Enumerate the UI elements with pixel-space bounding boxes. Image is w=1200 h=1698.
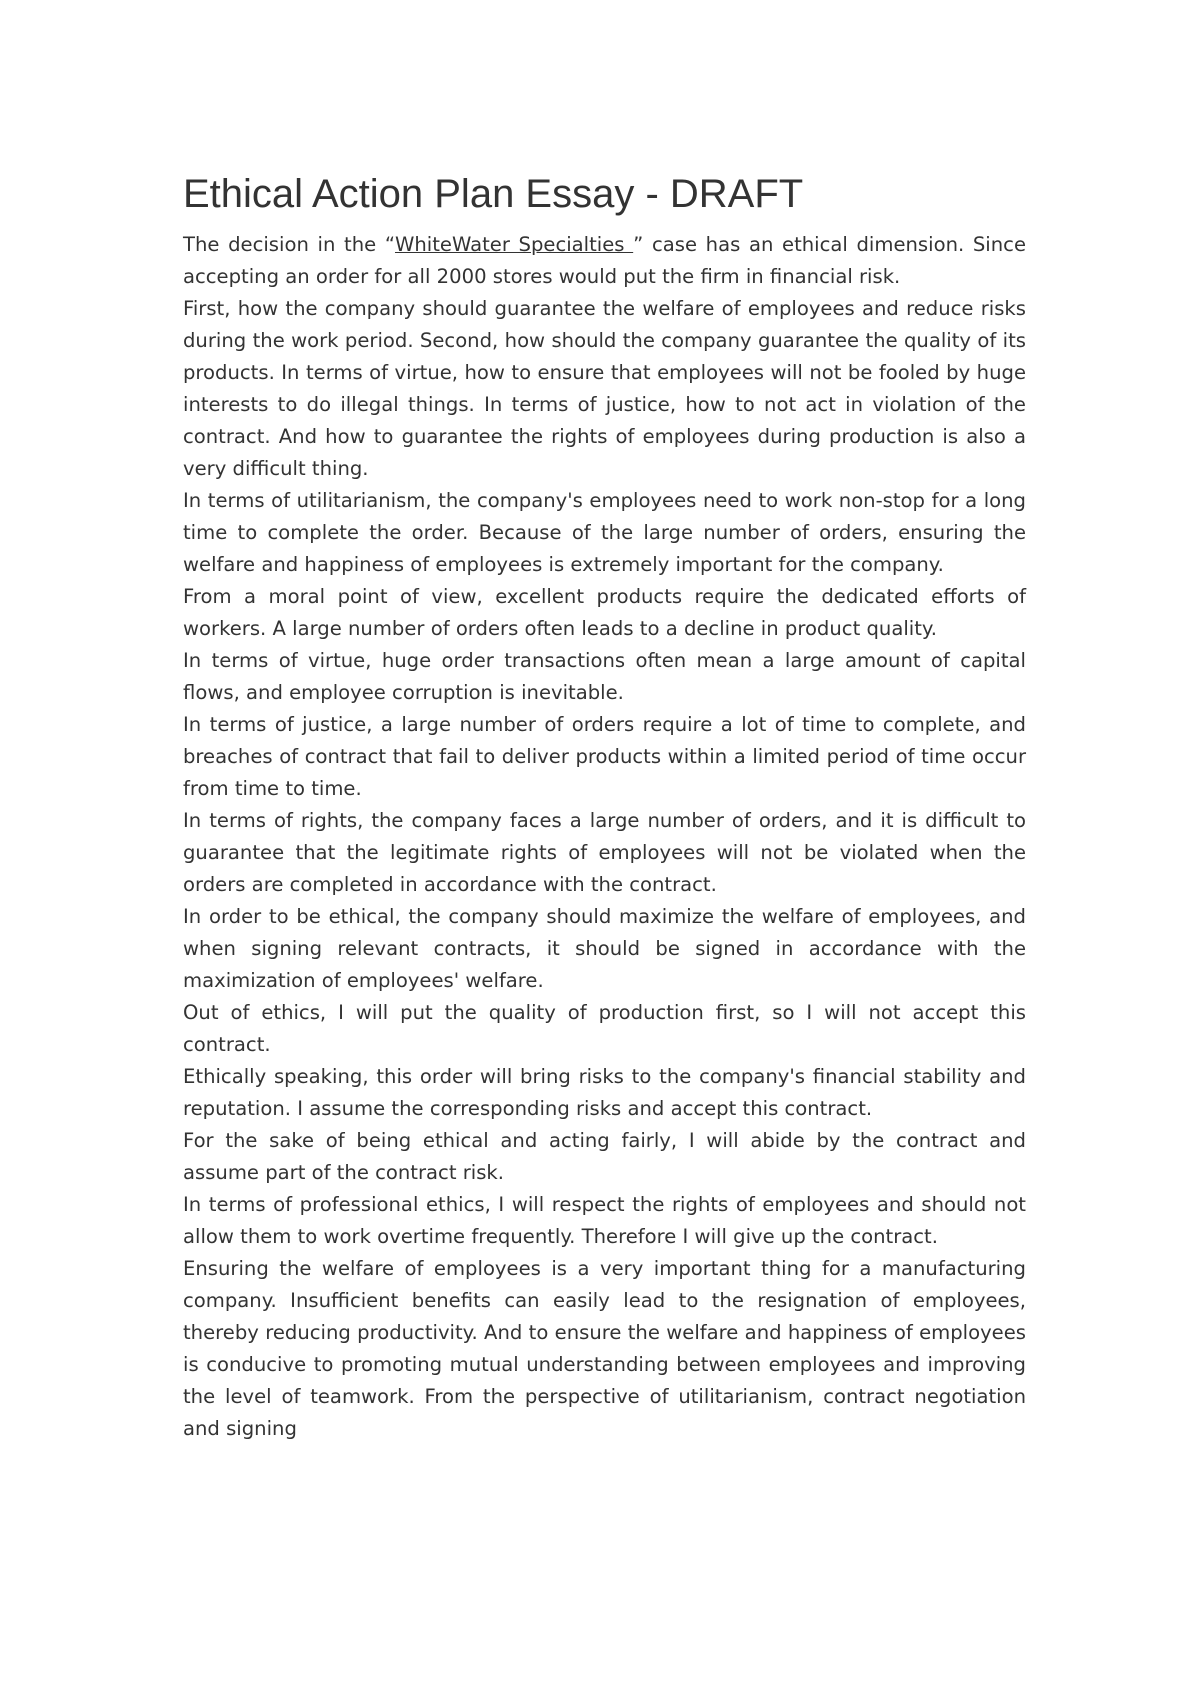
body-paragraph: Ethically speaking, this order will bring risks to the company's financial stability and reputation. I assume the corresponding risks and accept this contract.	[183, 1065, 1026, 1120]
intro-text-before-link: The decision in the “	[183, 233, 395, 256]
body-paragraph: For the sake of being ethical and acting fairly, I will abide by the contract and assume part of the contract risk.	[183, 1129, 1026, 1184]
body-paragraph: In terms of virtue, huge order transactions often mean a large amount of capital flows, and employee corruption is inevitable.	[183, 649, 1026, 704]
intro-text-after-link: ” case has an ethical dimension. Since accepting an order for all 2000 stores would put the firm in financial risk.	[183, 233, 1026, 288]
body-paragraph: Out of ethics, I will put the quality of production first, so I will not accept this contract.	[183, 1001, 1026, 1056]
body-paragraph: In terms of justice, a large number of orders require a lot of time to complete, and breaches of contract that fail to deliver products within a limited period of time occur from time to time.	[183, 713, 1026, 800]
document-body	[183, 165, 1026, 1445]
intro-paragraph	[183, 229, 1026, 293]
body-paragraph: From a moral point of view, excellent products require the dedicated efforts of workers. A large number of orders often leads to a decline in product quality.	[183, 585, 1026, 640]
document-title: Ethical Action Plan Essay - DRAFT	[183, 172, 804, 216]
case-link[interactable]: WhiteWater Specialties	[394, 233, 634, 256]
body-paragraph: In order to be ethical, the company should maximize the welfare of employees, and when signing relevant contracts, it should be signed in accordance with the maximization of employees' welfare.	[183, 905, 1026, 992]
body-paragraph: Ensuring the welfare of employees is a very important thing for a manufacturing company. Insufficient benefits can easily lead to the resignation of employees, thereby reducing productivity. And to ensure the welfare and happiness of employees is conducive to promoting mutual understanding between employees and improving the level of teamwork. From the perspective of utilitarianism, contract negotiation and signing	[183, 1257, 1026, 1440]
body-paragraph: In terms of rights, the company faces a large number of orders, and it is difficult to guarantee that the legitimate rights of employees will not be violated when the orders are completed in accordance with the contract.	[183, 809, 1026, 896]
body-paragraph: In terms of professional ethics, I will respect the rights of employees and should not allow them to work overtime frequently. Therefore I will give up the contract.	[183, 1193, 1026, 1248]
body-paragraph: In terms of utilitarianism, the company's employees need to work non-stop for a long time to complete the order. Because of the large number of orders, ensuring the welfare and happiness of employees is extremely important for the company.	[183, 489, 1026, 576]
body-paragraph: First, how the company should guarantee the welfare of employees and reduce risks during the work period. Second, how should the company guarantee the quality of its products. In terms of virtue, how to ensure that employees will not be fooled by huge interests to do illegal things. In terms of justice, how to not act in violation of the contract. And how to guarantee the rights of employees during production is also a very difficult thing.	[183, 297, 1026, 480]
